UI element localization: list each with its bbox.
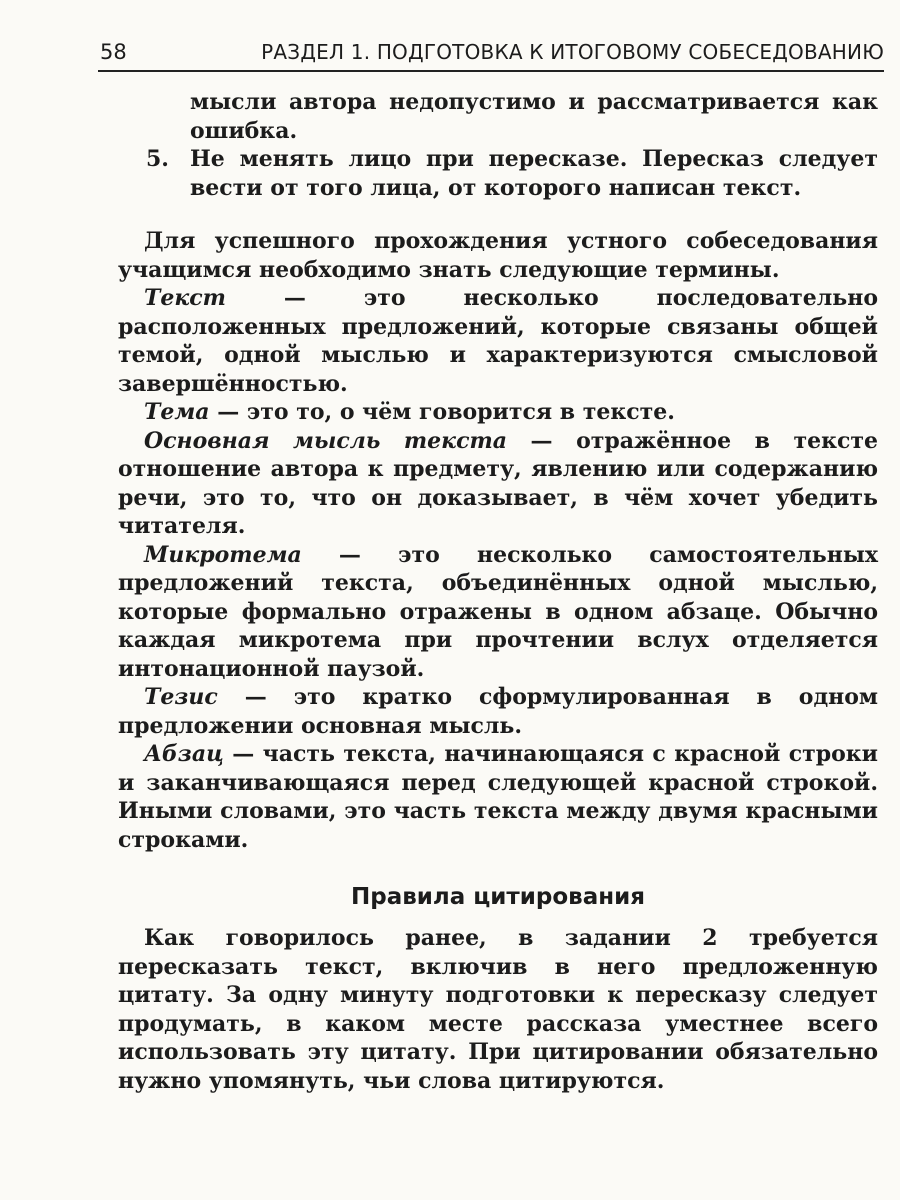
section-paragraph: Как говорилось ранее, в задании 2 требуется пересказать текст, включив в него предложенную цитату. За одну минуту подготовки к пересказу следует продумать, в каком месте рассказа уместнее всего использовать эту цитату. При цитировании обязательно нужно упомянуть, чьи слова цитируются.	[118, 925, 878, 1094]
term-definition: — это кратко сформулированная в одном предложении основная мысль.	[118, 684, 878, 739]
terms-emphasis: термины.	[655, 256, 780, 283]
rule-number: 5.	[146, 146, 169, 172]
definition-paragraph	[118, 740, 878, 854]
terms-intro-text: Для успешного прохождения устного собеседования учащимся необходимо знать следующие	[118, 228, 878, 283]
term-definition: — часть текста, начинающаяся с красной строки и заканчивающаяся перед следующей красной строкой. Иными словами, это часть текста между двумя красными строками.	[118, 741, 878, 853]
page-body	[118, 88, 878, 1095]
term-definition: — это то, о чём говорится в тексте.	[209, 399, 675, 425]
term-definition: — это несколько самостоятельных предложений текста, объединённых одной мыслью, которые формально отражены в одном абзаце. Обычно каждая микротема при прочтении вслух отделяется интонационной паузой.	[118, 541, 878, 682]
definition-theme	[118, 398, 878, 427]
term-label: Текст	[144, 285, 226, 311]
continuation-paragraph: мысли автора недопустимо и рассматривается как ошибка.	[190, 89, 878, 144]
section-heading: Правила цитирования	[350, 884, 645, 910]
terms-intro-paragraph	[118, 227, 878, 284]
term-label: Микротема	[144, 541, 302, 568]
term-label: Тезис	[144, 684, 218, 710]
term-definition: — это несколько последовательно расположенных предложений, которые связаны общей темой, одной мыслью и характеризуются смысловой завершённостью.	[118, 285, 878, 397]
term-definition: — отражённое в тексте отношение автора к предмету, явлению или содержанию речи, это то, что он доказывает, в чём хочет убедить читателя.	[118, 427, 878, 539]
rule-item-5	[118, 145, 878, 202]
definition-thesis	[118, 683, 878, 740]
page-header	[98, 36, 884, 72]
term-label: Тема	[144, 399, 210, 425]
rule-text: Не менять лицо при пересказе. Пересказ следует вести от того лица, от которого написан текст.	[190, 146, 878, 201]
term-label: Основная мысль текста	[144, 427, 507, 454]
definition-microtheme	[118, 541, 878, 684]
page-number: 58	[100, 40, 127, 64]
running-head: РАЗДЕЛ 1. ПОДГОТОВКА К ИТОГОВОМУ СОБЕСЕДОВАНИЮ	[261, 40, 884, 64]
definition-text	[118, 284, 878, 398]
term-label: Абзац	[144, 741, 224, 767]
definition-main-idea	[118, 427, 878, 541]
